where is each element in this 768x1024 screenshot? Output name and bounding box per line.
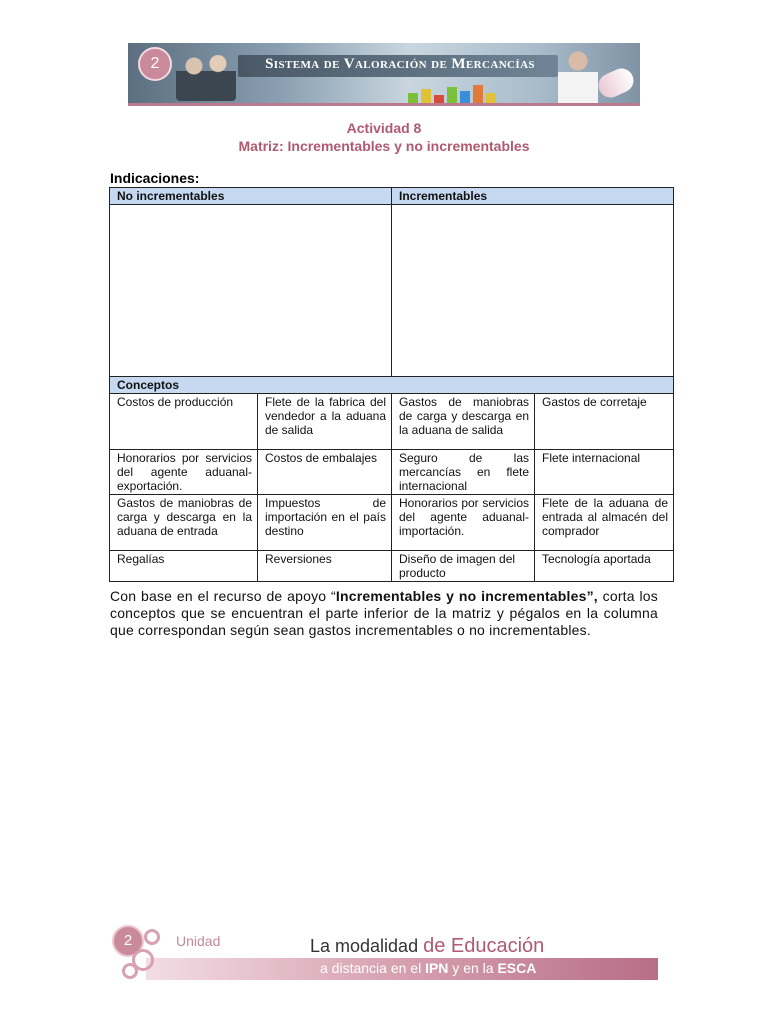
para-bold: Incrementables y no incrementables”, [335,588,598,604]
colored-blocks [408,81,496,103]
subline-ipn: IPN [425,960,449,976]
concept-cell: Flete de la aduana de entrada al almacén del comprador [535,495,674,551]
banner-title: Sistema de Valoración de Mercancías [265,56,535,72]
activity-subtitle: Matriz: Incrementables y no incrementables [238,138,530,154]
footer-subline [320,960,536,976]
instructions-label: Indicaciones: [110,170,200,186]
gear-icon [144,929,160,945]
subline-esca: ESCA [497,960,537,976]
concept-cell: Gastos de maniobras de carga y descarga en la aduana de salida [392,394,535,450]
concept-cell: Regalías [110,551,258,582]
table-row [110,394,674,450]
concepts-header: Conceptos [110,377,674,394]
header-incrementables: Incrementables [392,188,674,205]
matrix-table [109,187,674,582]
header-no-incrementables: No incrementables [110,188,392,205]
matrix-blank-row [110,205,674,377]
footer-modalidad [310,935,544,958]
para-text-1: Con base en el recurso de apoyo “ [110,588,336,604]
modalidad-prefix: La modalidad [310,936,424,956]
footer-unidad: Unidad [176,933,221,949]
subline-b: y en la [448,960,498,976]
concept-cell: Honorarios por servicios del agente aduanal- exportación. [110,450,258,495]
pills-icon [595,65,638,102]
concept-cell: Gastos de corretaje [535,394,674,450]
concept-cell: Tecnología aportada [535,551,674,582]
concept-cell: Flete internacional [535,450,674,495]
concepts-header-row [110,377,674,394]
concept-cell: Flete de la fabrica del vendedor a la aduana de salida [258,394,392,450]
people-photo [176,51,236,101]
concept-cell: Diseño de imagen del producto [392,551,535,582]
matrix-header-row [110,188,674,205]
subline-a: a distancia en el [320,960,426,976]
gear-icon [122,963,138,979]
activity-title: Actividad 8 [346,120,422,136]
table-row [110,450,674,495]
concept-cell: Reversiones [258,551,392,582]
modalidad-highlight: de Educación [423,935,545,957]
concept-cell: Seguro de las mercancías en flete internacional [392,450,535,495]
table-row [110,495,674,551]
table-row [110,551,674,582]
concept-cell: Impuestos de importación en el país destino [258,495,392,551]
footer-unit-badge: 2 [112,925,144,957]
header-banner [128,43,640,106]
woman-photo [558,47,598,103]
footer-banner [110,925,658,985]
incrementables-area [392,205,674,377]
concept-cell: Honorarios por servicios del agente aduanal- importación. [392,495,535,551]
concept-cell: Costos de producción [110,394,258,450]
para-text-2: corta los conceptos que se encuentran el parte inferior de la matriz y pégalos en la columna que correspondan según sean gastos incrementables o no incrementables. [110,588,658,638]
unit-badge: 2 [138,47,172,81]
no-incrementables-area [110,205,392,377]
concept-cell: Costos de embalajes [258,450,392,495]
concept-cell: Gastos de maniobras de carga y descarga en la aduana de entrada [110,495,258,551]
instructions-paragraph [110,588,658,639]
